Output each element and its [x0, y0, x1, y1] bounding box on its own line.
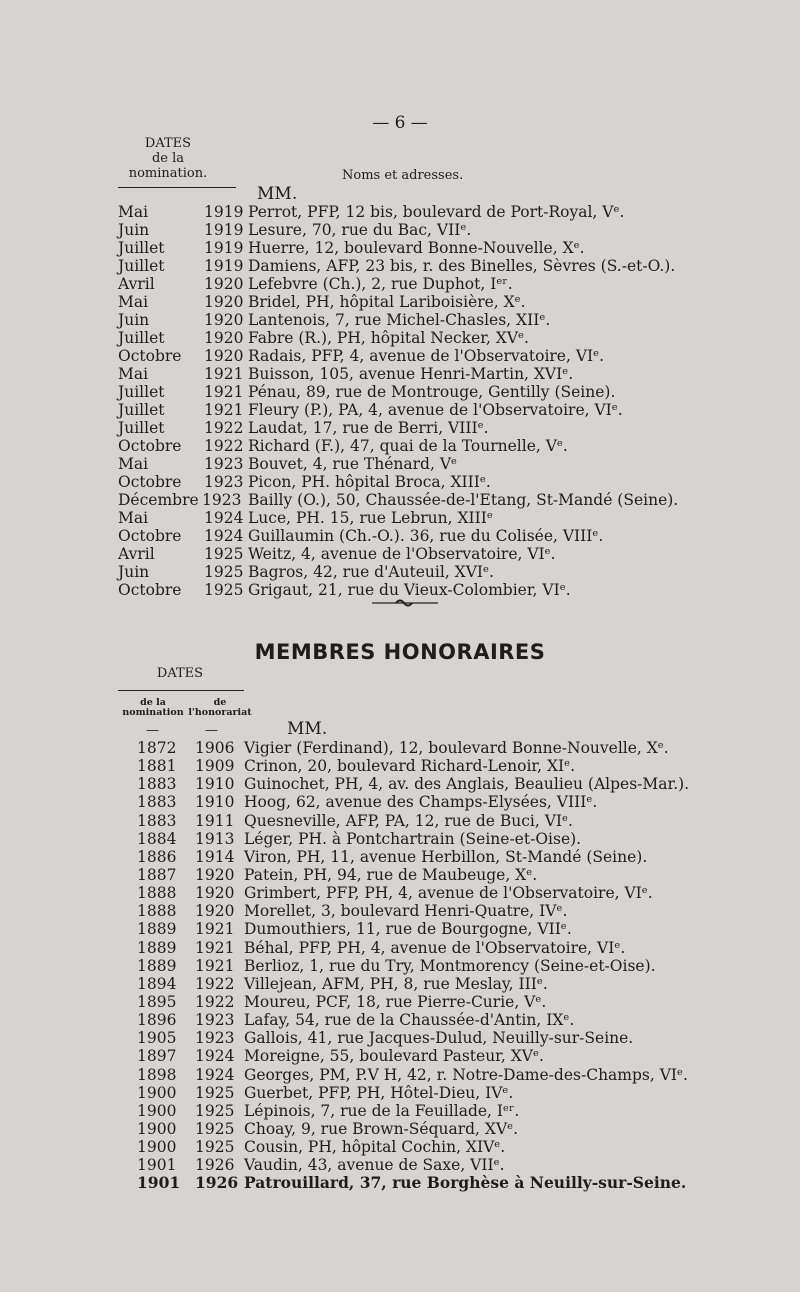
nomination-year: 1901: [137, 1173, 181, 1193]
member-entry: Lantenois, 7, rue Michel-Chasles, XIIᵉ.: [248, 311, 551, 329]
nomination-year: 1925: [204, 545, 244, 563]
nomination-month: Juillet: [118, 383, 165, 401]
honorariat-year: 1925: [195, 1083, 235, 1102]
member-entry: Béhal, PFP, PH, 4, avenue de l'Observatoire, VIᵉ.: [244, 938, 626, 957]
honorariat-year: 1926: [195, 1156, 235, 1175]
ornament-divider: [370, 598, 440, 608]
honorariat-year: 1926: [195, 1173, 239, 1193]
member-entry: Vaudin, 43, avenue de Saxe, VIIᵉ.: [244, 1156, 505, 1175]
honorariat-year: 1921: [195, 938, 235, 957]
member-entry: Morellet, 3, boulevard Henri-Quatre, IVᵉ.: [244, 902, 568, 921]
member-entry: Vigier (Ferdinand), 12, boulevard Bonne-Nouvelle, Xᵉ.: [244, 739, 669, 757]
member-entry: Buisson, 105, avenue Henri-Martin, XVIᵉ.: [248, 365, 574, 383]
nomination-year: 1900: [137, 1138, 177, 1157]
header-rule: [118, 690, 244, 691]
nomination-month: Juillet: [118, 257, 165, 275]
nomination-month: Avril: [118, 275, 155, 293]
nomination-month: Juillet: [118, 419, 165, 437]
nomination-year: 1919: [204, 239, 244, 257]
nomination-col-header: [118, 698, 188, 718]
member-entry: Damiens, AFP, 23 bis, r. des Binelles, Sèvres (S.-et-O.).: [248, 257, 676, 275]
nomination-year: 1886: [137, 847, 177, 866]
nomination-year: 1923: [204, 455, 244, 473]
honorariat-year: 1913: [195, 829, 235, 848]
nomination-month: Avril: [118, 545, 155, 563]
honorariat-year: 1925: [195, 1101, 235, 1120]
nomination-year: 1895: [137, 992, 177, 1011]
nomination-year: 1883: [137, 811, 177, 830]
honorariat-year: 1910: [195, 793, 235, 812]
honorariat-year: 1923: [195, 1011, 235, 1030]
nomination-month: Juillet: [118, 329, 165, 347]
member-entry: Patrouillard, 37, rue Borghèse à Neuilly-sur-Seine.: [244, 1173, 687, 1193]
nomination-month: Octobre: [118, 437, 182, 455]
honorariat-year: 1925: [195, 1119, 235, 1138]
nomination-year: 1900: [137, 1119, 177, 1138]
nomination-year: 1920: [204, 275, 244, 293]
member-entry: Moureu, PCF, 18, rue Pierre-Curie, Vᵉ.: [244, 992, 547, 1011]
nomination-year: 1921: [204, 383, 244, 401]
col-header-line: de: [213, 697, 227, 708]
member-entry: Cousin, PH, hôpital Cochin, XIVᵉ.: [244, 1138, 506, 1157]
nomination-year: 1921: [204, 365, 244, 383]
nomination-month: Octobre: [118, 581, 182, 599]
honorariat-year: 1909: [195, 757, 235, 776]
nomination-month: Juillet: [118, 401, 165, 419]
member-entry: Fleury (P.), PA, 4, avenue de l'Observatoire, VIᵉ.: [248, 401, 623, 419]
nomination-month: Juin: [118, 563, 150, 581]
col-dash: —: [146, 723, 159, 738]
nomination-year: 1897: [137, 1047, 177, 1066]
member-entry: Bailly (O.), 50, Chaussée-de-l'Etang, St-Mandé (Seine).: [248, 491, 679, 509]
col-header-line: de la: [140, 697, 166, 708]
nomination-month: Décembre: [118, 491, 199, 509]
nomination-year: 1883: [137, 775, 177, 794]
member-entry: Perrot, PFP, 12 bis, boulevard de Port-Royal, Vᵉ.: [248, 203, 625, 221]
col-header-line: l'honorariat: [188, 707, 252, 718]
dates-header-line: de la: [151, 151, 185, 166]
col-header-line: nomination: [122, 707, 184, 718]
member-entry: Grigaut, 21, rue du Vieux-Colombier, VIᵉ.: [248, 581, 571, 599]
nomination-year: 1900: [137, 1101, 177, 1120]
member-entry: Moreigne, 55, boulevard Pasteur, XVᵉ.: [244, 1047, 544, 1066]
nomination-year: 1920: [204, 293, 244, 311]
member-entry: Huerre, 12, boulevard Bonne-Nouvelle, Xᵉ.: [248, 239, 585, 257]
col-dash: —: [205, 723, 218, 738]
member-entry: Gallois, 41, rue Jacques-Dulud, Neuilly-sur-Seine.: [244, 1029, 634, 1048]
member-entry: Grimbert, PFP, PH, 4, avenue de l'Observatoire, VIᵉ.: [244, 884, 653, 903]
nomination-year: 1896: [137, 1011, 177, 1030]
nomination-year: 1888: [137, 902, 177, 921]
nomination-year: 1900: [137, 1083, 177, 1102]
nomination-year: 1920: [204, 347, 244, 365]
nomination-month: Mai: [118, 455, 149, 473]
honorariat-year: 1925: [195, 1138, 235, 1157]
mm-label: MM.: [257, 184, 298, 204]
honorariat-year: 1922: [195, 992, 235, 1011]
nomination-month: Juin: [118, 221, 150, 239]
nomination-year: 1883: [137, 793, 177, 812]
nomination-year: 1925: [204, 563, 244, 581]
nomination-year: 1919: [204, 257, 244, 275]
nomination-year: 1889: [137, 920, 177, 939]
nomination-year: 1924: [204, 527, 244, 545]
nomination-year: 1924: [204, 509, 244, 527]
nomination-year: 1919: [204, 221, 244, 239]
nomination-month: Octobre: [118, 473, 182, 491]
member-entry: Pénau, 89, rue de Montrouge, Gentilly (Seine).: [248, 383, 616, 401]
nomination-year: 1923: [202, 491, 242, 509]
nomination-year: 1919: [204, 203, 244, 221]
nomination-year: 1922: [204, 437, 244, 455]
member-entry: Berlioz, 1, rue du Try, Montmorency (Seine-et-Oise).: [244, 956, 656, 975]
dates-header-line: DATES: [144, 136, 192, 151]
honorariat-year: 1921: [195, 956, 235, 975]
nomination-year: 1881: [137, 757, 177, 776]
nomination-month: Octobre: [118, 347, 182, 365]
honorariat-year: 1906: [195, 739, 235, 757]
nomination-year: 1884: [137, 829, 177, 848]
member-entry: Crinon, 20, boulevard Richard-Lenoir, XIᵉ.: [244, 757, 576, 776]
nomination-month: Mai: [118, 293, 149, 311]
nomination-month: Juillet: [118, 239, 165, 257]
member-entry: Patein, PH, 94, rue de Maubeuge, Xᵉ.: [244, 865, 538, 884]
member-entry: Choay, 9, rue Brown-Séquard, XVᵉ.: [244, 1119, 519, 1138]
honorariat-year: 1921: [195, 920, 235, 939]
honorariat-year: 1920: [195, 884, 235, 903]
member-entry: Bagros, 42, rue d'Auteuil, XVIᵉ.: [248, 563, 494, 581]
page-number: — 6 —: [372, 113, 428, 133]
member-entry: Lefebvre (Ch.), 2, rue Duphot, Iᵉʳ.: [248, 275, 513, 293]
nomination-year: 1887: [137, 865, 177, 884]
nomination-month: Octobre: [118, 527, 182, 545]
member-entry: Fabre (R.), PH, hôpital Necker, XVᵉ.: [248, 329, 529, 347]
nomination-year: 1888: [137, 884, 177, 903]
nomination-year: 1925: [204, 581, 244, 599]
nomination-year: 1905: [137, 1029, 177, 1048]
nomination-year: 1889: [137, 938, 177, 957]
honorariat-year: 1920: [195, 902, 235, 921]
member-entry: Richard (F.), 47, quai de la Tournelle, Vᵉ.: [248, 437, 568, 455]
dates-header: DATES: [156, 666, 204, 681]
member-entry: Bouvet, 4, rue Thénard, Vᵉ: [248, 455, 458, 473]
member-entry: Hoog, 62, avenue des Champs-Elysées, VIIIᵉ.: [244, 793, 598, 812]
member-entry: Léger, PH. à Pontchartrain (Seine-et-Oise).: [244, 829, 582, 848]
member-entry: Laudat, 17, rue de Berri, VIIIᵉ.: [248, 419, 489, 437]
honorariat-year: 1924: [195, 1065, 235, 1084]
honorariat-year: 1923: [195, 1029, 235, 1048]
member-entry: Villejean, AFM, PH, 8, rue Meslay, IIIᵉ.: [244, 974, 548, 993]
dates-header: [118, 136, 218, 181]
honorariat-year: 1922: [195, 974, 235, 993]
honorariat-year: 1914: [195, 847, 235, 866]
nomination-month: Juin: [118, 311, 150, 329]
honorariat-col-header: [180, 698, 260, 718]
member-entry: Lesure, 70, rue du Bac, VIIᵉ.: [248, 221, 472, 239]
member-entry: Guillaumin (Ch.-O.). 36, rue du Colisée, VIIIᵉ.: [248, 527, 604, 545]
member-entry: Dumouthiers, 11, rue de Bourgogne, VIIᵉ.: [244, 920, 572, 939]
nomination-year: 1921: [204, 401, 244, 419]
member-entry: Bridel, PH, hôpital Lariboisière, Xᵉ.: [248, 293, 526, 311]
nomination-year: 1922: [204, 419, 244, 437]
nomination-year: 1889: [137, 956, 177, 975]
mm-label: MM.: [287, 719, 328, 739]
member-entry: Lépinois, 7, rue de la Feuillade, Iᵉʳ.: [244, 1101, 520, 1120]
nomination-year: 1920: [204, 311, 244, 329]
member-entry: Georges, PM, P.V H, 42, r. Notre-Dame-des-Champs, VIᵉ.: [244, 1065, 688, 1084]
nomination-year: 1901: [137, 1156, 177, 1175]
header-rule: [118, 187, 236, 188]
member-entry: Weitz, 4, avenue de l'Observatoire, VIᵉ.: [248, 545, 556, 563]
nomination-year: 1920: [204, 329, 244, 347]
nomination-year: 1923: [204, 473, 244, 491]
honorariat-year: 1924: [195, 1047, 235, 1066]
dates-header-line: nomination.: [128, 166, 208, 181]
member-entry: Lafay, 54, rue de la Chaussée-d'Antin, IXᵉ.: [244, 1011, 575, 1030]
member-entry: Viron, PH, 11, avenue Herbillon, St-Mandé (Seine).: [244, 847, 648, 866]
nomination-year: 1894: [137, 974, 177, 993]
member-entry: Guinochet, PH, 4, av. des Anglais, Beaulieu (Alpes-Mar.).: [244, 775, 690, 794]
member-entry: Quesneville, AFP, PA, 12, rue de Buci, VIᵉ.: [244, 811, 573, 830]
member-entry: Picon, PH. hôpital Broca, XIIIᵉ.: [248, 473, 491, 491]
nomination-month: Mai: [118, 365, 149, 383]
member-entry: Luce, PH. 15, rue Lebrun, XIIIᵉ: [248, 509, 493, 527]
nomination-month: Mai: [118, 203, 149, 221]
nomination-month: Mai: [118, 509, 149, 527]
names-header: Noms et adresses.: [342, 168, 464, 183]
member-entry: Radais, PFP, 4, avenue de l'Observatoire, VIᵉ.: [248, 347, 605, 365]
section-title: MEMBRES HONORAIRES: [254, 640, 546, 664]
honorariat-year: 1920: [195, 865, 235, 884]
honorariat-year: 1910: [195, 775, 235, 794]
honorariat-year: 1911: [195, 811, 235, 830]
member-entry: Guerbet, PFP, PH, Hôtel-Dieu, IVᵉ.: [244, 1083, 514, 1102]
nomination-year: 1872: [137, 739, 177, 757]
nomination-year: 1898: [137, 1065, 177, 1084]
